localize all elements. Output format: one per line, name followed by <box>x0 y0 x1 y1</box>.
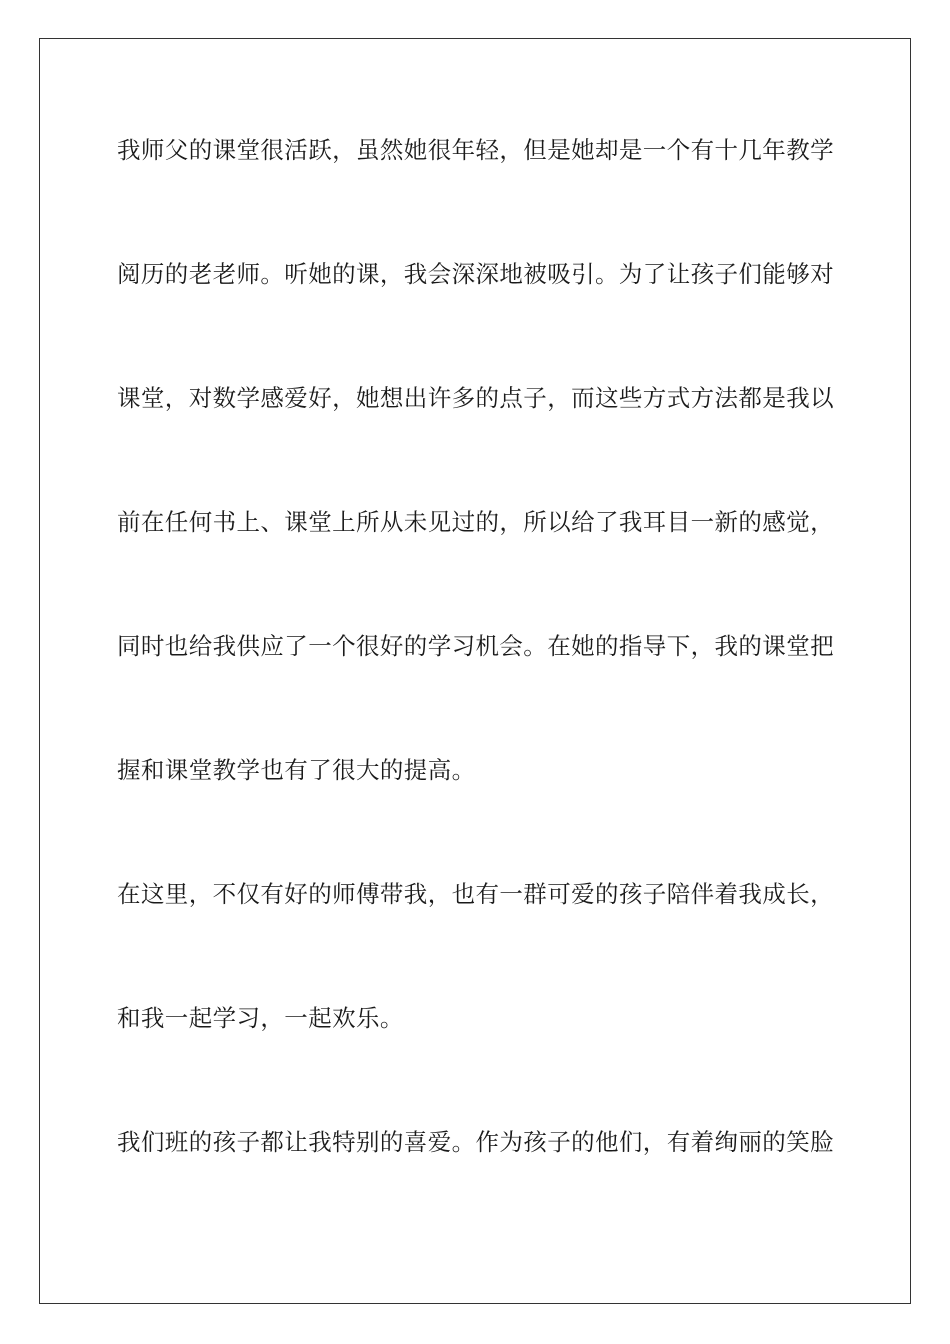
text-line-6: 握和课堂教学也有了很大的提高。 <box>117 756 476 784</box>
text-line-8: 和我一起学习，一起欢乐。 <box>117 1004 404 1032</box>
text-line-9: 我们班的孩子都让我特别的喜爱。作为孩子的他们，有着绚丽的笑脸 <box>117 1128 834 1156</box>
text-line-4: 前在任何书上、课堂上所从未见过的，所以给了我耳目一新的感觉， <box>117 508 834 536</box>
text-line-5: 同时也给我供应了一个很好的学习机会。在她的指导下，我的课堂把 <box>117 632 834 660</box>
text-line-2: 阅历的老老师。听她的课，我会深深地被吸引。为了让孩子们能够对 <box>117 260 834 288</box>
page-frame <box>39 38 911 1304</box>
text-line-3: 课堂，对数学感爱好，她想出许多的点子，而这些方式方法都是我以 <box>117 384 834 412</box>
text-line-7: 在这里，不仅有好的师傅带我，也有一群可爱的孩子陪伴着我成长， <box>117 880 834 908</box>
text-line-1: 我师父的课堂很活跃，虽然她很年轻，但是她却是一个有十几年教学 <box>117 136 834 164</box>
